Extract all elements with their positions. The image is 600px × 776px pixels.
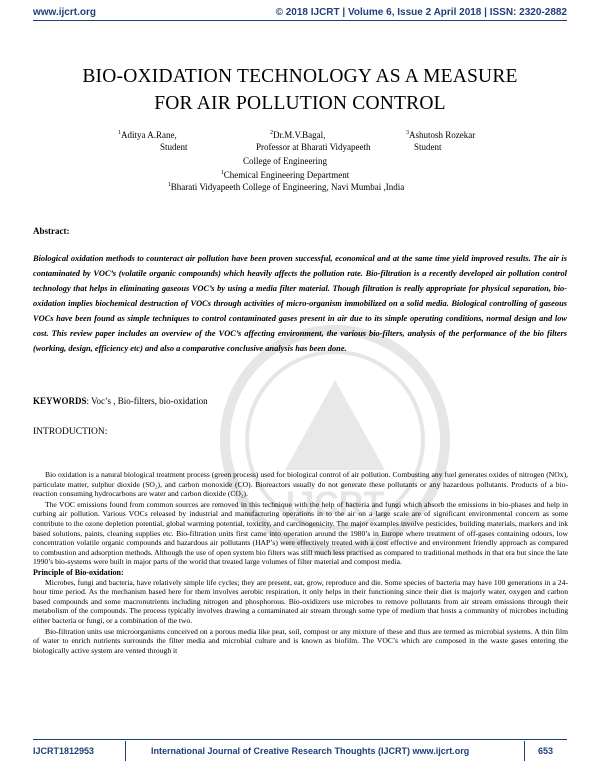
section-subheading: Principle of Bio-oxidation:: [33, 567, 124, 577]
author-1: $^1$Aditya A.Rane, Student: [118, 130, 188, 152]
author-2: $^2$Dr.M.V.Bagal, Professor at Bharati Vidyapeeth: [256, 130, 371, 152]
introduction-heading: INTRODUCTION:: [33, 427, 108, 437]
affiliation-college: College of Engineering: [243, 156, 327, 166]
footer-paper-id: IJCRT1812953: [33, 746, 95, 756]
affiliation-department: $^1$Chemical Engineering Department: [220, 170, 350, 180]
header-issue-info: © 2018 IJCRT | Volume 6, Issue 2 April 2018 | ISSN: 2320-2882: [275, 7, 567, 18]
author-3: $^3$Ashutosh Rozekar Student: [406, 130, 476, 152]
footer-separator: [125, 741, 126, 761]
header-site[interactable]: www.ijcrt.org: [33, 7, 96, 18]
title-line-2: FOR AIR POLLUTION CONTROL: [154, 93, 446, 114]
watermark-text: IJCRT: [285, 485, 385, 523]
paper-title: [30, 63, 570, 117]
paragraph: The VOC emissions found from common sources are removed in this technique with the help of bacteria and fungi which absorb the emissions in bio-phases and help in curbing air pollution. Various VOCs released by industrial and manufacturing operations in to the air on a large scale are of significant environmental concern as some contribute to the ozone depletion potential, global warming potential, toxicity, and carcinogenicity. The major examples involve pesticides, building materials, markers and ink based solutions, paints, cleaning supplies etc. Bio-filtration units first came into operation around the 1980’s in Europe where treatment of off-gases containing odours, low concentration volatile organic compounds and hazardous air pollutants (HAP’s) were effectively treated with a cost effective and environment friendly approach as compared to combustion and adsorption methods. Although the use of open system bio filters was still much less practised as compared to traditional methods in that era but since the late 1990’s bio-systems were built in major parts of the world that treated large volumes of filter material and compost media.: [33, 499, 568, 567]
paragraph: Microbes, fungi and bacteria, have relatively simple life cycles; they are present, eat, grow, reproduce and die. Some species of bacteria may have 100 generations in a 24- hour time period. As the mechanism based here for them involves aerobic respiration, it only helps in their functioning since their diet is majorly water, oxygen and carbon based compounds and some macronutrients including nitrogen and phosphorous. Bio-oxidizers use microbes to remove pollutants from air stream emissions through their metabolism of the compounds. The process typically involves drawing a contaminated air stream through some type of medium that hosts a community of microbes including either bacteria or fungi, or a combination of the two.: [33, 577, 568, 625]
keywords-text: : Voc’s , Bio-filters, bio-oxidation: [86, 396, 208, 406]
abstract-text: Biological oxidation methods to counteract air pollution have been proven successful, economical and at the same time yield improved results. The air is contaminated by VOC’s (volatile organic compounds) which heavily affects the pollution rate. Bio-filtration is a recently developed air pollution control technology that helps in eliminating gaseous VOC’s by using a media filter material. Though filtration is really appropriate for physical separation, bio-oxidation implies biochemical destruction of VOCs through activities of micro-organism immobilized on a solid media. Biological controlling of gaseous VOCs have been found as simple techniques to control contaminated gases present in air due to its simple operating conditions, normal design and low cost. This review paper includes an overview of the VOC’s affecting environment, the various bio-filters, analysis of the performance of the bio filters (working, design, efficiency etc) and also a comparative conclusive analysis has been done.: [33, 254, 567, 353]
page-footer: [33, 741, 567, 761]
footer-separator: [524, 741, 525, 761]
affiliation-institute: $^1$Bharati Vidyapeeth College of Engineering, Navi Mumbai ,India: [167, 182, 405, 192]
paragraph: Bio oxidation is a natural biological treatment process (green process) used for biological control of air pollution. Combusting any fuel generates oxides of nitrogen (NOx), particulate matter, sulphur dioxide (SO₂), and carbon monoxide (CO). Bioreactors usually do not generate these pollutants or any hazardous pollutants. Products of a bio-reaction consuming hydrocarbons are water and carbon dioxide (CO₂).: [33, 470, 568, 499]
page-header: [33, 4, 567, 20]
keywords-line: [33, 396, 208, 406]
footer-divider: [33, 739, 567, 740]
footer-page-number: 653: [537, 746, 553, 756]
paragraph: Bio-filtration units use microorganisms conceived on a porous media like peat, soil, compost or any mixture of these and thus are termed as microbial systems. A thin film of water to enrich nutrients surrounds the filter media and microbial culture and is known as biofilm. The VOC’s which are composed in the waste gases entering the biologically active system are vented through it: [33, 626, 568, 655]
introduction-body: [33, 470, 568, 656]
keywords-label: KEYWORDS: [33, 396, 87, 406]
abstract-heading: Abstract:: [33, 226, 70, 236]
footer-journal[interactable]: International Journal of Creative Research Thoughts (IJCRT) www.ijcrt.org: [151, 746, 470, 756]
header-divider: [33, 20, 567, 21]
title-line-1: BIO-OXIDATION TECHNOLOGY AS A MEASURE: [82, 66, 518, 87]
